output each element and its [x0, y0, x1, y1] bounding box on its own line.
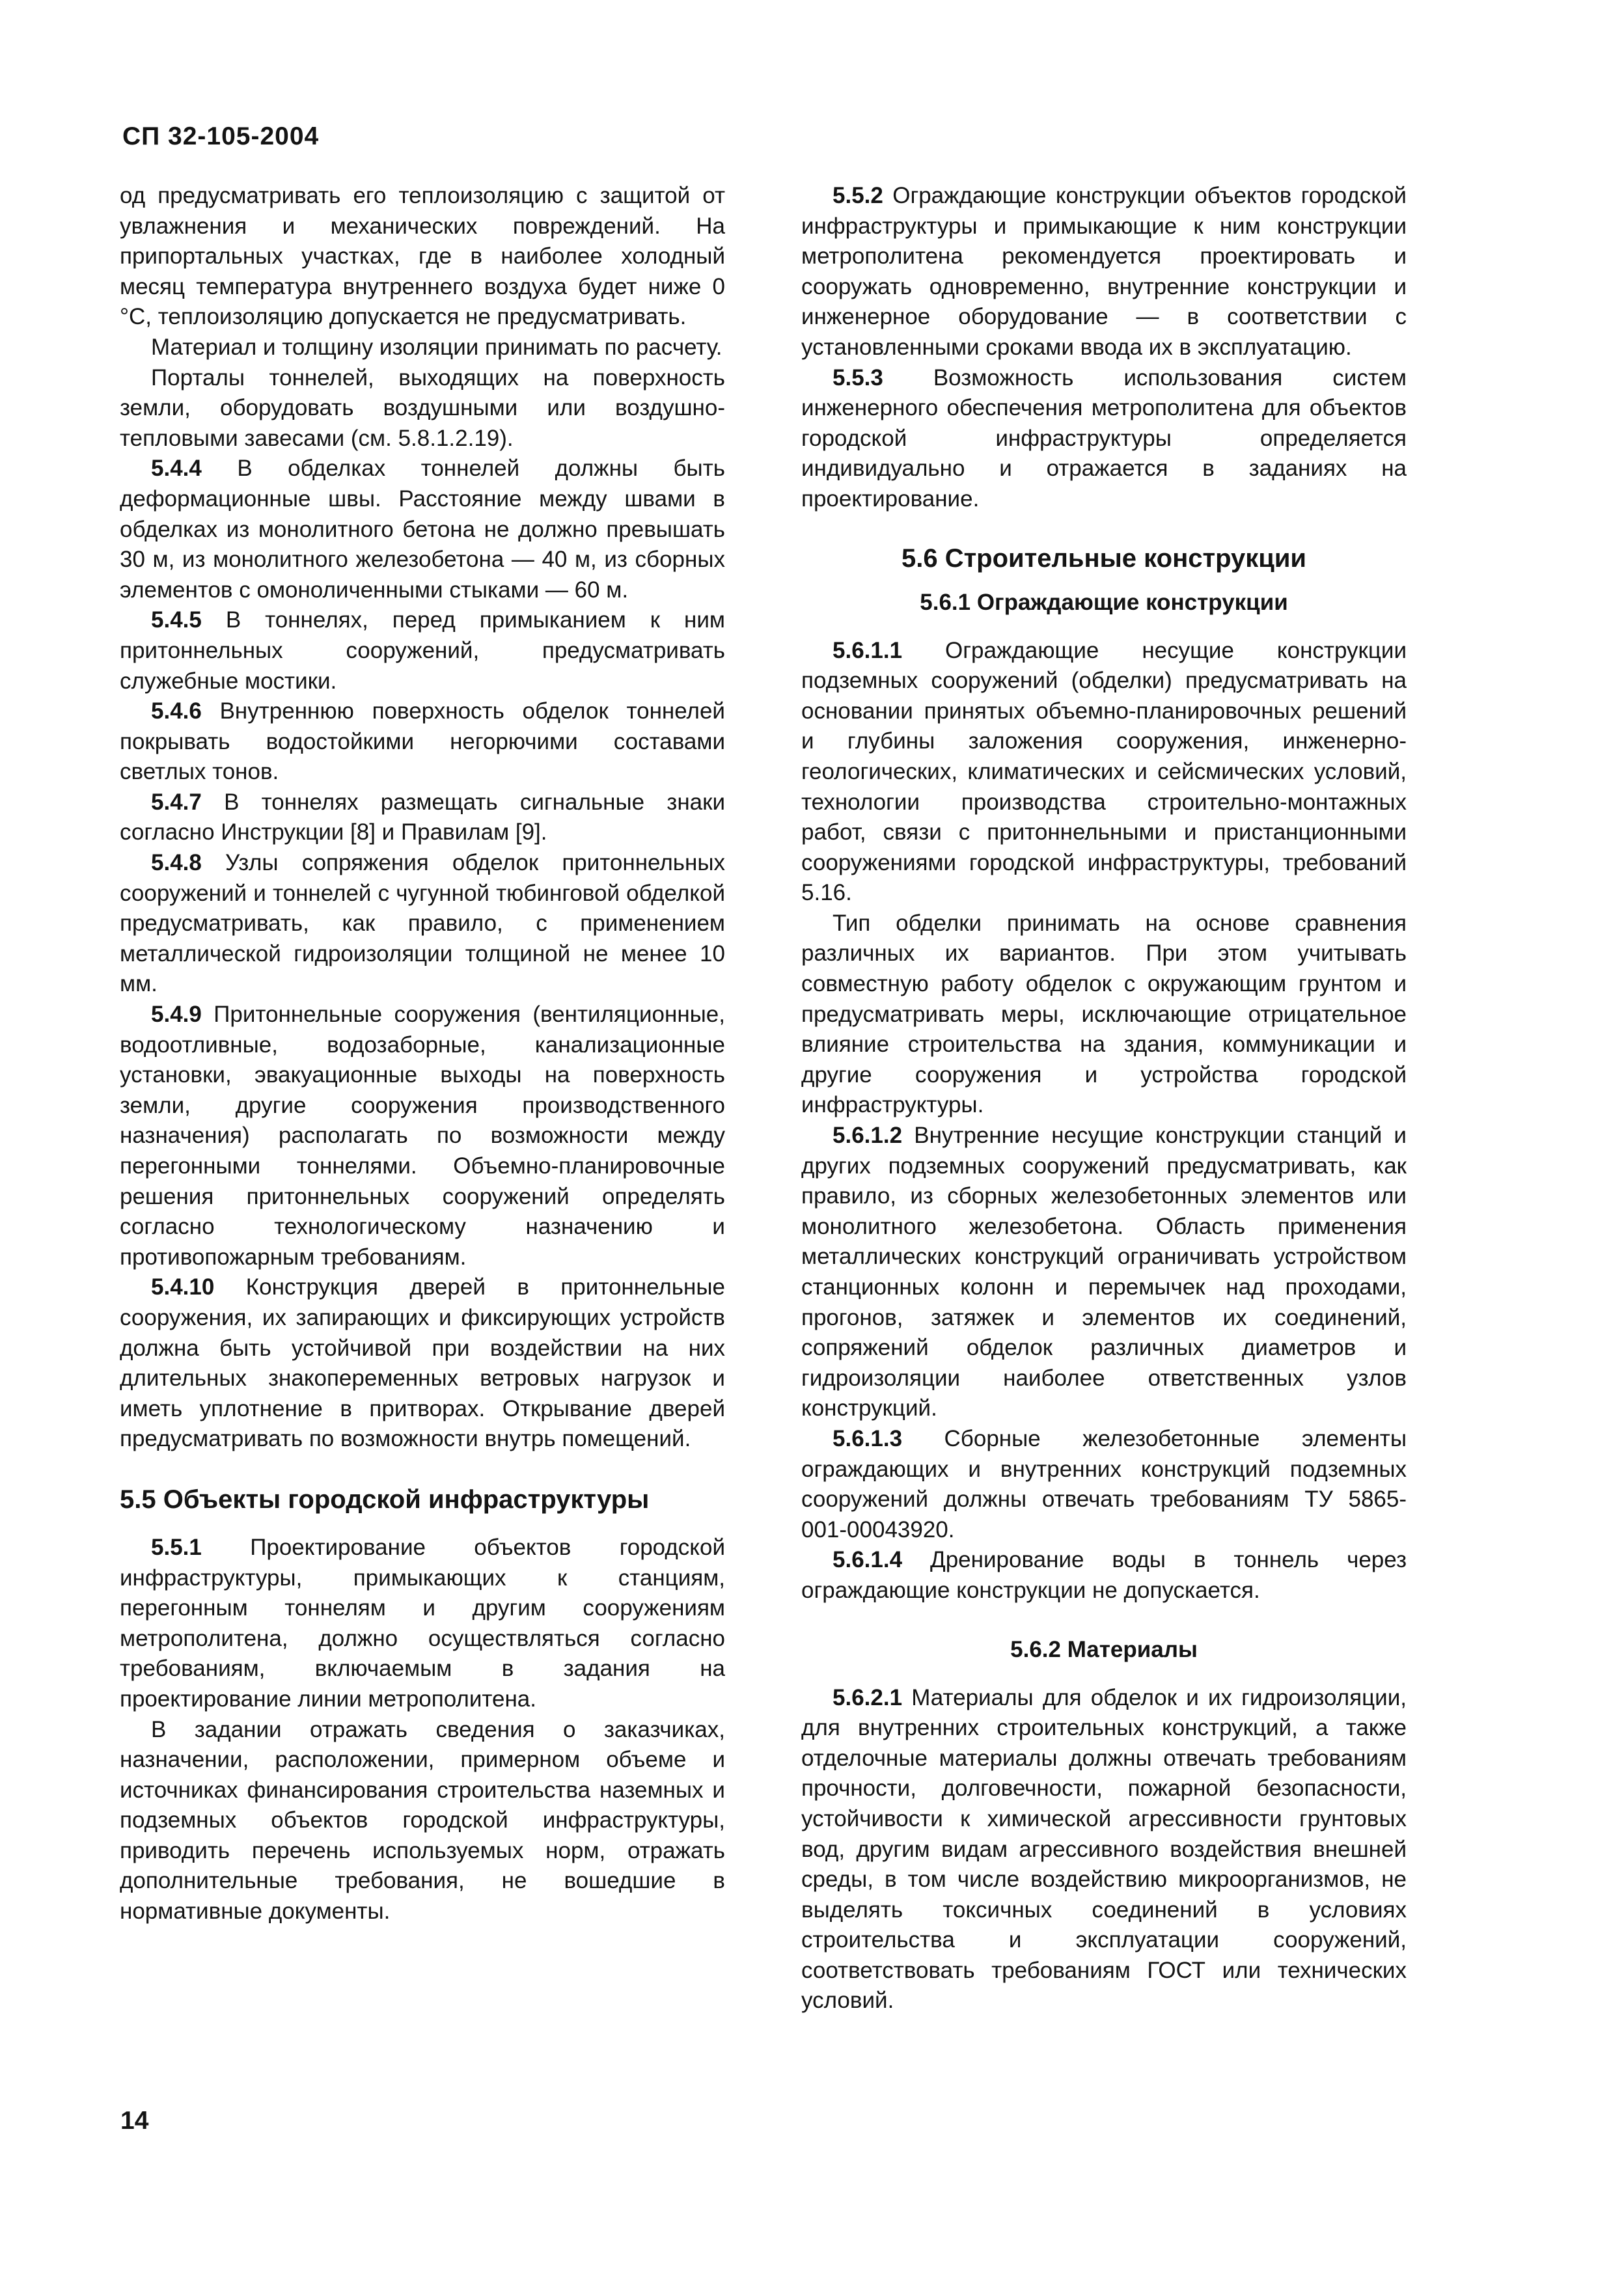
clause-number: 5.5.1 [151, 1534, 202, 1560]
clause-text: Материалы для обделок и их гидроизоляции, для внутренних строительных конструкций, а также отделочные материалы должны отвечать требованиям прочности, долговечности, пожарной безопасности, устойчивости к химической агрессивности грунтовых вод, другим видам агрессивного воздействия внешней среды, в том числе воздействию микроорганизмов, не выделять токсичных соединений в условиях строительства и эксплуатации сооружений, соответствовать требованиям ГОСТ или технических условий. [801, 1684, 1407, 2014]
clause-5-4-10 [120, 1272, 725, 1455]
left-column [120, 181, 725, 1927]
clause-number: 5.6.2.1 [833, 1684, 903, 1710]
clause-number: 5.4.5 [151, 607, 202, 633]
clause-5-5-1 [120, 1533, 725, 1715]
clause-5-4-8 [120, 848, 725, 1000]
clause-number: 5.5.2 [833, 183, 883, 208]
clause-5-5-2 [801, 181, 1407, 363]
clause-number: 5.4.9 [151, 1002, 202, 1028]
section-heading-5-5: 5.5 Объекты городской инфраструктуры [120, 1485, 650, 1514]
paragraph: од предусматривать его теплоизоляцию с защитой от увлажнения и механических повреждений. На припортальных участках, где в наиболее холодный месяц температура внутреннего воздуха будет ниже 0 °С, теплоизоляцию допускается не предусматривать. [120, 183, 725, 330]
clause-5-6-1-4 [801, 1545, 1407, 1606]
subsection-heading-5-6-1: 5.6.1 Ограждающие конструкции [920, 589, 1288, 615]
clause-number: 5.4.6 [151, 698, 202, 724]
clause-5-5-3 [801, 363, 1407, 515]
clause-text: Узлы сопряжения обделок притоннельных сооружений и тоннелей с чугунной тюбинговой обделкой предусматривать, как правило, с применением металлической гидроизоляции толщиной не менее 10 мм. [120, 850, 725, 997]
clause-5-6-1-1 [801, 636, 1407, 909]
clause-text: Притоннельные сооружения (вентиляционные, водоотливные, водозаборные, канализационные установки, эвакуационные выходы на поверхность земли, другие сооружения производственного назначения) располагать по возможности между перегонными тоннелями. Объемно-планировочные решения притоннельных сооружений определять согласно технологическому назначению и противопожарным требованиям. [120, 1002, 725, 1270]
clause-5-4-7 [120, 788, 725, 848]
clause-number: 5.6.1.4 [833, 1547, 903, 1573]
clause-5-4-6 [120, 696, 725, 788]
clause-text: Внутренние несущие конструкции станций и других подземных сооружений предусматривать, как правило, из сборных железобетонных элементов или монолитного железобетона. Область применения металлических конструкций ограничивать устройством станционных колонн и перемычек над проходами, прогонов, затяжек и элементов их соединений, сопряжений обделок различных диаметров и гидроизоляции наиболее ответственных узлов конструкций. [801, 1123, 1407, 1421]
clause-text: Ограждающие конструкции объектов городской инфраструктуры и примыкающие к ним конструкции метрополитена рекомендуется проектировать и сооружать одновременно, внутренние конструкции и инженерное оборудование — в соответствии с установленными сроками ввода их в эксплуатацию. [801, 183, 1407, 360]
subsection-heading-5-6-2: 5.6.2 Материалы [1010, 1636, 1198, 1662]
clause-text: В тоннелях размещать сигнальные знаки согласно Инструкции [8] и Правилам [9]. [120, 789, 725, 845]
clause-text: Возможность использования систем инженерного обеспечения метрополитена для объектов городской инфраструктуры определяется индивидуально и отражается в заданиях на проектирование. [801, 364, 1407, 512]
paragraph: Тип обделки принимать на основе сравнения различных их вариантов. При этом учитывать совместную работу обделок с окружающим грунтом и предусматривать меры, исключающие отрицательное влияние строительства на здания, коммуникации и другие сооружения и устройства городской инфраструктуры. [801, 910, 1407, 1118]
clause-5-6-1-2 [801, 1121, 1407, 1424]
clause-text: Внутреннюю поверхность обделок тоннелей покрывать водостойкими негорючими составами светлых тонов. [120, 698, 725, 785]
clause-5-4-9 [120, 1000, 725, 1272]
clause-number: 5.4.7 [151, 789, 202, 815]
page-number: 14 [120, 2107, 149, 2135]
document-code: СП 32-105-2004 [122, 122, 320, 150]
right-column [801, 181, 1407, 2016]
paragraph: В задании отражать сведения о заказчиках, назначении, расположении, примерном объеме и источниках финансирования строительства наземных и подземных объектов городской инфраструктуры, приводить перечень используемых норм, отражать дополнительные требования, не вошедшие в нормативные документы. [120, 1716, 725, 1925]
clause-text: Проектирование объектов городской инфраструктуры, примыкающих к станциям, перегонным тоннелям и другим сооружениям метрополитена, должно осуществляться согласно требованиям, включаемым в задания на проектирование линии метрополитена. [120, 1534, 725, 1712]
section-heading-5-6: 5.6 Строительные конструкции [901, 543, 1307, 573]
clause-text: В тоннелях, перед примыканием к ним притоннельных сооружений, предусматривать служебные мостики. [120, 607, 725, 694]
clause-5-6-1-3 [801, 1424, 1407, 1545]
clause-number: 5.4.10 [151, 1274, 215, 1300]
clause-text: Ограждающие несущие конструкции подземных сооружений (обделки) предусматривать на основании принятых объемно-планировочных решений и глубины заложения сооружения, инженерно-геологических, климатических и сейсмических условий, технологии производства строительно-монтажных работ, связи с притоннельными и пристанционными сооружениями городской инфраструктуры, требований 5.16. [801, 637, 1407, 906]
clause-5-4-4 [120, 454, 725, 605]
clause-text: Дренирование воды в тоннель через ограждающие конструкции не допускается. [801, 1547, 1407, 1603]
clause-number: 5.4.4 [151, 456, 202, 482]
clause-number: 5.4.8 [151, 850, 202, 876]
clause-text: Сборные железобетонные элементы ограждающих и внутренних конструкций подземных сооружений должны отвечать требованиям ТУ 5865-001-00043920. [801, 1425, 1407, 1542]
clause-number: 5.6.1.1 [833, 637, 903, 663]
paragraph: Материал и толщину изоляции принимать по расчету. [151, 334, 723, 360]
clause-5-6-2-1 [801, 1683, 1407, 2017]
clause-5-4-5 [120, 605, 725, 696]
clause-number: 5.6.1.3 [833, 1425, 903, 1451]
clause-text: Конструкция дверей в притоннельные сооружения, их запирающих и фиксирующих устройств должна быть устойчивой при воздействии на них длительных знакопеременных ветровых нагрузок и иметь уплотнение в притворах. Открывание дверей предусматривать по возможности внутрь помещений. [120, 1274, 725, 1452]
clause-text: В обделках тоннелей должны быть деформационные швы. Расстояние между швами в обделках из монолитного бетона не должно превышать 30 м, из монолитного железобетона — 40 м, из сборных элементов с омоноличенными стыками — 60 м. [120, 456, 725, 603]
clause-number: 5.5.3 [833, 364, 883, 391]
clause-number: 5.6.1.2 [833, 1123, 903, 1149]
paragraph: Порталы тоннелей, выходящих на поверхность земли, оборудовать воздушными или воздушно-тепловыми завесами (см. 5.8.1.2.19). [120, 364, 725, 451]
